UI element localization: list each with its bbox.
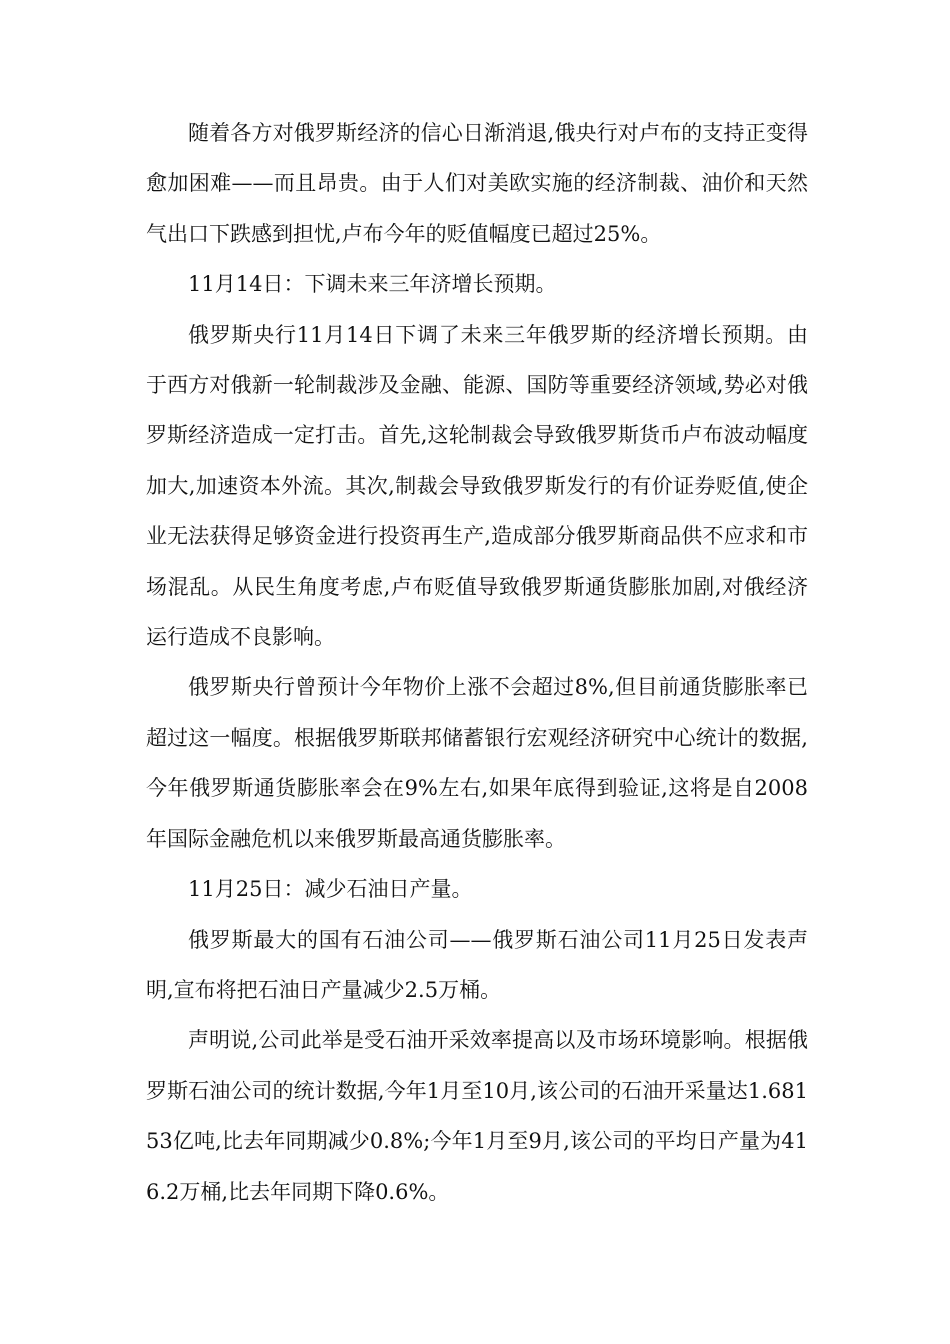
paragraph-ruble-confidence: 随着各方对俄罗斯经济的信心日渐消退,俄央行对卢布的支持正变得愈加困难——而且昂贵。由于人们对美欧实施的经济制裁、油价和天然气出口下跌感到担忧,卢布今年的贬值幅度已超过25%。	[146, 121, 808, 246]
paragraph-rosneft-statement: 俄罗斯最大的国有石油公司——俄罗斯石油公司11月25日发表声明,宣布将把石油日产量减少2.5万桶。	[146, 927, 808, 1002]
paragraph-growth-forecast: 俄罗斯央行11月14日下调了未来三年俄罗斯的经济增长预期。由于西方对俄新一轮制裁涉及金融、能源、国防等重要经济领域,势必对俄罗斯经济造成一定打击。首先,这轮制裁会导致俄罗斯货币卢布波动幅度加大,加速资本外流。其次,制裁会导致俄罗斯发行的有价证券贬值,使企业无法获得足够资金进行投资再生产,造成部分俄罗斯商品供不应求和市场混乱。从民生角度考虑,卢布贬值导致俄罗斯通货膨胀加剧,对俄经济运行造成不良影响。	[146, 322, 808, 650]
heading-nov14: 11月14日：下调未来三年济增长预期。	[188, 272, 557, 297]
paragraph-inflation: 俄罗斯央行曾预计今年物价上涨不会超过8%,但目前通货膨胀率已超过这一幅度。根据俄罗斯联邦储蓄银行宏观经济研究中心统计的数据,今年俄罗斯通货膨胀率会在9%左右,如果年底得到验证,这将是自2008年国际金融危机以来俄罗斯最高通货膨胀率。	[146, 675, 808, 851]
heading-nov25: 11月25日：减少石油日产量。	[188, 877, 473, 902]
paragraph-production-data: 声明说,公司此举是受石油开采效率提高以及市场环境影响。根据俄罗斯石油公司的统计数据,今年1月至10月,该公司的石油开采量达1.68153亿吨,比去年同期减少0.8%;今年1月至9月,该公司的平均日产量为416.2万桶,比去年同期下降0.6%。	[146, 1028, 808, 1204]
document-body	[146, 108, 808, 1217]
